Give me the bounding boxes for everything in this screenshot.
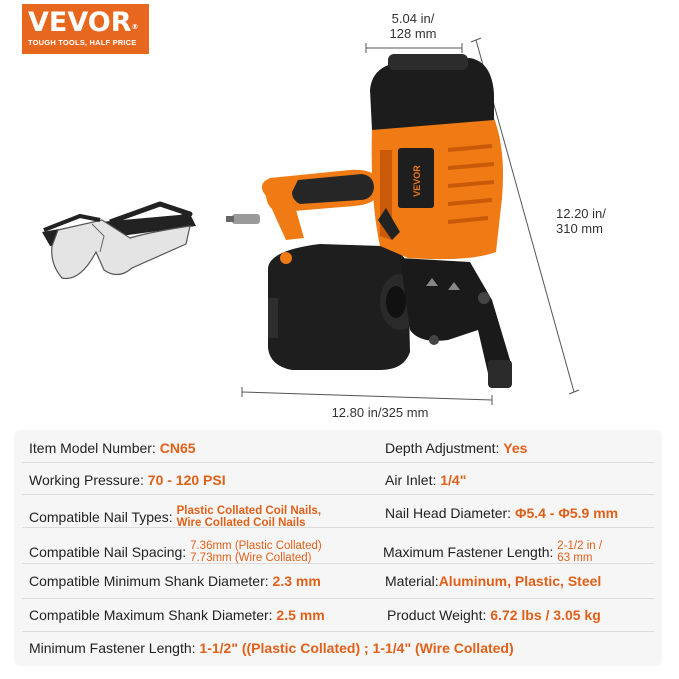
spec-max-shank-label: Compatible Maximum Shank Diameter: <box>29 607 273 623</box>
spec-nail-types-value <box>177 505 321 529</box>
spec-head-value: Φ5.4 - Φ5.9 mm <box>514 505 619 521</box>
spec-pressure <box>29 472 226 488</box>
spec-nail-types-label: Compatible Nail Types: <box>29 509 173 525</box>
spec-material-label: Material: <box>385 573 439 589</box>
spec-head-label: Nail Head Diameter: <box>385 505 512 521</box>
spec-inlet-value: 1/4" <box>440 472 467 488</box>
spec-min-fastener <box>29 640 514 656</box>
spec-material <box>385 573 601 589</box>
spec-spacing-value-1: 7.36mm (Plastic Collated) <box>190 540 322 552</box>
spec-weight-value: 6.72 lbs / 3.05 kg <box>490 607 601 623</box>
spec-material-value: Aluminum, Plastic, Steel <box>438 573 602 589</box>
width-dimension-text: 5.04 in/ 128 mm <box>389 11 437 41</box>
spec-max-fastener-value <box>557 540 602 564</box>
length-dimension-line <box>242 392 492 400</box>
spec-table <box>14 430 662 666</box>
spec-nail-types <box>29 505 321 529</box>
spec-min-shank-value: 2.3 mm <box>272 573 321 589</box>
spec-max-fastener-label: Maximum Fastener Length: <box>383 544 554 560</box>
spec-min-fastener-value: 1-1/2" ((Plastic Collated) ; 1-1/4" (Wire Collated) <box>199 640 514 656</box>
spec-weight <box>387 607 601 623</box>
spec-min-fastener-label: Minimum Fastener Length: <box>29 640 196 656</box>
spec-max-shank <box>29 607 325 623</box>
spec-pressure-value: 70 - 120 PSI <box>147 472 226 488</box>
safety-glasses <box>42 204 196 278</box>
spec-spacing-value <box>190 540 322 564</box>
spec-max-fastener-value-2: 63 mm <box>557 552 593 564</box>
length-dimension-label <box>310 405 450 420</box>
spec-model-label: Item Model Number: <box>29 440 156 456</box>
spec-depth <box>385 440 527 456</box>
length-dimension-text: 12.80 in/325 mm <box>331 405 429 420</box>
brand-tagline: TOUGH TOOLS, HALF PRICE <box>28 38 137 47</box>
tool-brand-label: VEVOR <box>412 165 422 197</box>
spec-depth-value: Yes <box>503 440 528 456</box>
spec-inlet-label: Air Inlet: <box>385 472 437 488</box>
height-dimension-label <box>556 206 626 236</box>
spec-spacing <box>29 540 322 564</box>
spec-max-fastener-value-1: 2-1/2 in / <box>557 540 603 552</box>
spec-nail-types-value-1: Plastic Collated Coil Nails, <box>176 505 322 517</box>
spec-spacing-label: Compatible Nail Spacing: <box>29 544 187 560</box>
spec-inlet <box>385 472 466 488</box>
coil-nailer-tool <box>226 54 512 388</box>
spec-pressure-label: Working Pressure: <box>29 472 144 488</box>
registered-mark: ® <box>131 23 139 31</box>
spec-head <box>385 505 618 521</box>
spec-nail-types-value-2: Wire Collated Coil Nails <box>176 517 306 529</box>
spec-model <box>29 440 196 456</box>
spec-min-shank-label: Compatible Minimum Shank Diameter: <box>29 573 269 589</box>
width-dimension-label <box>368 11 458 41</box>
spec-max-shank-value: 2.5 mm <box>276 607 325 623</box>
spec-model-value: CN65 <box>159 440 196 456</box>
brand-name: VEVOR <box>28 7 132 38</box>
height-dimension-text: 12.20 in/ 310 mm <box>556 206 606 236</box>
spec-max-fastener <box>383 540 602 564</box>
spec-depth-label: Depth Adjustment: <box>385 440 500 456</box>
spec-spacing-value-2: 7.73mm (Wire Collated) <box>190 552 312 564</box>
spec-min-shank <box>29 573 321 589</box>
spec-weight-label: Product Weight: <box>387 607 487 623</box>
